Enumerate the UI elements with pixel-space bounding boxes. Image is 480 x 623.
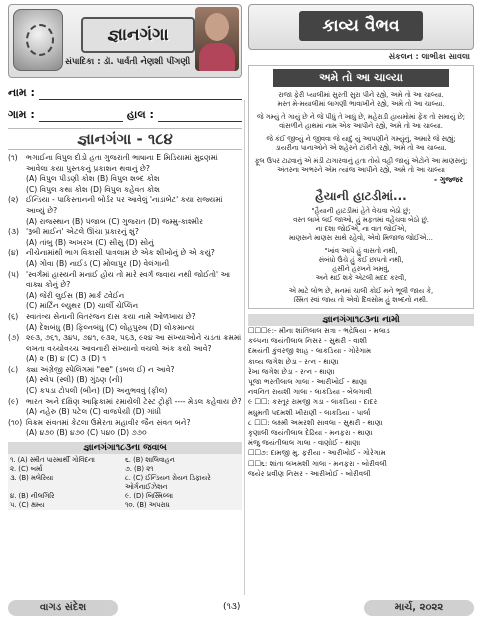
page-number: (૧૩) (223, 602, 241, 612)
question-options: (A) નહેરુ (B) પટેલ (C) વાજપેયી (D) ગાંધી (26, 407, 162, 417)
question-text: વિક્રમ સંવતમાં કેટલા ઉમેરતા મહાવીર જૈન સંવત બને? (26, 417, 191, 427)
village-field (8, 106, 242, 122)
question-item (8, 397, 242, 408)
brain-icon (13, 9, 63, 71)
footer-magazine-name: વાગડ સંદેશ (8, 600, 118, 616)
question-item (8, 312, 242, 323)
poem-line: ડાયરીના પાનાઓને એ શહેરને ટાંકીને રહ્યે, અમે તો આ ચાલ્યા. (275, 144, 447, 152)
question-options: (C) માર્ટિન લ્યુથર (D) ચાર્લી ચેપ્લિન (26, 301, 139, 311)
question-text: સ્વાતંત્ર્ય સેનાની વિતરંજન દાસ કયા નામે ઓળખાય છે? (26, 311, 196, 321)
winner-name: કૃણાલી જયંતીલાલ દેઢિયા - મનફરા - થાણા (248, 428, 373, 438)
question-list (8, 153, 242, 439)
winner-name: ☐☐૭: દામજી મુ. ફરીયા - આરીખોઈ - ગોરેગામ (248, 448, 386, 458)
name-label: નામ : (8, 86, 35, 99)
question-options: (A) ૪૭૦ (B) ૪૭૦ (C) ૫૪૦ (D) ૭૭૦ (26, 428, 147, 438)
question-item (8, 270, 242, 291)
poem-line: જે કંઈ જીવ્યું ને જીવવા જે યાદું યું આપણીને ગમ્યુંનું, અમારે જે સહ્યું; (266, 135, 456, 143)
question-options: (A) ગોવા (B) નાઈડ (C) મોલાપુર (D) વેલંગાની (26, 258, 170, 268)
gyanganga-banner-title: જ્ઞાનગંગા (81, 17, 195, 53)
question-item (8, 153, 242, 174)
answer-item: ૮. (C) ઈન્ડિયન ગ્રેયન ડિફાયરે ઓર્ગનાઈઝેશન (125, 474, 211, 492)
answer-item: ૪. (B) નીલગિરિ (10, 492, 55, 501)
kavya-vaibhav-column (248, 4, 474, 479)
compiler-credit: સંકલન : લાભીકા સાવલા (388, 52, 470, 61)
question-options: (C) કપડા ટોપલી (બીન) (D) અનુભવવું (ફીલ) (26, 386, 168, 396)
question-options: (A) સ્લેપ (સ્લી) (B) ગુંઠણ (ની) (26, 375, 123, 385)
poem-line: મસ્ત મે-મયાલીમાં લાગણી ભાવાખીને રહ્યે, અમે તો આ ચાલ્યા. (277, 100, 445, 108)
question-number: (૨) (8, 195, 19, 205)
question-options: (A) ૨ (B) ૪ (C) ૩ (D) ૧ (26, 354, 107, 364)
winner-name: નવનિત રાયશી ગાલા - લાકડિયા - બેલગાવી (248, 387, 372, 397)
village-label: ગામ : (8, 108, 35, 121)
poem-line: સંબંધો ઉંચે હું કંઈ છાપતો નથી, (318, 256, 404, 264)
question-text: 'રૂબી માઈન' એટલે ઊંચા પ્રકારનું શું? (26, 227, 139, 237)
poem2-body (253, 207, 469, 305)
gyanganga-banner (8, 4, 242, 78)
question-item (8, 248, 242, 259)
winner-name: કલ્પના જયંતીલાલ નિસર - સુથરી - વાશી (248, 336, 368, 346)
question-text: 'સ્વર્ગમાં હાસ્યની મનાઈ હોય તો મારે સ્વર્ગ જવાય નથી જોઈતો' આ વાક્ય કોનું છે? (26, 269, 231, 290)
winner-name: ૮ ☐☐: લક્ષ્મી અમરશી સાવલા - સુથરી - થાણા (248, 417, 383, 427)
winner-name: ☐☐૬: શાંતા લખમશી ગાલા - મનફરા - બોરીવલી (248, 458, 387, 468)
quiz-title: જ્ઞાનગંગા - ૧૮૪ (8, 128, 242, 150)
question-text: ઈન્ડિયા - પાકિસ્તાનની બોર્ડર પર આવેલું 'નાડાબેટ' કયા રાજ્યમાં આવ્યું છે? (26, 195, 223, 215)
answers-grid (8, 454, 242, 510)
poem-box (248, 65, 474, 309)
answer-item: ૬. (B) શાલિવાહન (125, 456, 175, 465)
question-item (8, 365, 242, 376)
poem1-title: અમે તો આ ચાલ્યા (273, 69, 449, 87)
winner-name: ☐☐☐૯:- મીના શાંતિલાલ સત્રા - ભદ્રેષિયા - મલાડ (248, 326, 390, 335)
question-text: ભારત અને દક્ષિણ આફ્રિકામાં રમાયેલી ટેસ્ટ ટ્રોફી ---- મેડલ કહેવાય છે? (26, 396, 242, 406)
question-options: (A) વિપુલ પીડણી કોશ (B) વિપુલ શબ્દ કોશ (26, 174, 160, 184)
poem-line: ના દશા જોઈએ, ના વાત જોઈએ, (315, 225, 407, 233)
question-text: ભગાઈના વિપુલ દોડો હતા ગુજરાતી ભાષાના E મિડિયામાં મુદ્રણમાં આવેલા કયા પુસ્તકનું પ્રકાશન થવાનું છે? (26, 153, 218, 173)
winners-list (248, 326, 474, 479)
poem-line: અંતરના અભરને એમ ત્યાંજ આપીને રહ્યે, અમે તો આ ચાલ્યા (277, 166, 445, 174)
poem1-body (253, 91, 469, 175)
poem-line: માણસને માણસ સાથે રહેવો, એવો મિજાજ જોઈએ... (289, 234, 433, 242)
poem-line: "ખાંવ આપે હું વાસતો નથી, (324, 247, 398, 255)
kavya-banner (248, 4, 474, 50)
poem-line: અને થઈ શકે એટલી મદદ કરવી, (315, 274, 407, 282)
question-number: (૧૦) (8, 417, 23, 427)
question-text: નીચેનામાંથી ભાગ વિકાસી પાત્રલામ છે એક શીખોનું છે એ કયું? (26, 248, 215, 258)
poem-line: એ માટે લોભ છે, મનમાં ચાલી કોઈ મને ભૂલી જાય કે, (288, 287, 434, 295)
question-number: (૫) (8, 269, 19, 279)
question-number: (૪) (8, 248, 19, 258)
answer-item: ૩. (B) મલેરિયા (10, 474, 54, 483)
winner-name: કાવ્ય જગેશ છેડા - રત્ન - થાણા (248, 356, 339, 366)
names-title: જ્ઞાનગંગા૧૮૩ના નામો (248, 314, 474, 326)
question-options: (A) તાંબુ (B) અખરખ (C) સીસુ (D) સોનું (26, 237, 154, 247)
answer-item: ૯. (D) બિસ્મિલ્લા (125, 492, 174, 501)
winner-name: મધુમતી પદમશી ખીરાણી - લાકડિયા - પાર્લા (248, 407, 371, 417)
winner-name: રેખા જગેશ છેડા - રત્ન - થાણા (248, 366, 335, 376)
winner-name: દમયંતી કુંવરજી શાહ - લાકડિયા - ગોરેગામ (248, 346, 372, 356)
question-item (8, 333, 242, 354)
question-number: (૭) (8, 333, 20, 343)
answer-item: ૭. (B) ૨૧ (125, 465, 154, 474)
answer-item: ૨. (C) બર્મા (10, 465, 43, 474)
poem-line: હસીને હરખને ખમવું, (332, 265, 390, 273)
question-options: (A) દેશબંધુ (B) ફિલ્નબંધુ (C) લોહપુરુષ (D) લોકમાન્ય (26, 322, 195, 332)
poem1-author: - ગુજ્જર (434, 175, 463, 184)
kavya-banner-title: કાવ્ય વૈભવ (299, 11, 423, 41)
answer-item: ૫. (C) ક્ષમ્ય (10, 501, 45, 510)
poem-line: "હૈયાની હાટડીમાં હેતે વેચવા બેઠો છું; (311, 207, 411, 215)
column-divider (244, 100, 245, 595)
hal-line (158, 109, 242, 122)
question-number: (૮) (8, 364, 19, 374)
question-number: (૩) (8, 227, 19, 237)
poem-line: રાજા ફેરી પ્યાલીમાં સુરતી સુરા પીને રહ્યે, અમે તો આ ચાલ્યા. (278, 91, 444, 99)
poem-line: વાંસળીને હાથમાં નામ એક આપીને રહ્યે, અમે તો આ ચાલ્યા. (279, 122, 443, 130)
question-options: (A) રાજસ્થાન (B) પંજાબ (C) ગુજરાત (D) જમ્મુ-કાશ્મીર (26, 216, 204, 226)
question-options: (A) જેરી લુઈસ (B) માર્ક ટ્વેઈન (26, 290, 125, 300)
winner-name: ૯ ☐☐: કસ્તૂર રામજી ગડા - લાકડિયા - દાદર (248, 397, 378, 407)
page-footer (8, 600, 474, 618)
winner-name: જયેર પ્રવીણ નિસર - આરીખોઈ - બોરીવલી (248, 468, 371, 478)
question-text: ક્યા અંગ્રેજી સ્પેલિંગમાં "ee" (ડબલ ઈ) ન આવે? (26, 364, 175, 374)
question-number: (૧) (8, 153, 18, 162)
gyanganga-column (8, 4, 242, 510)
editor-portrait (195, 7, 239, 71)
question-number: (૯) (8, 396, 19, 406)
answers-title: જ્ઞાનગંગા૧૮૩ના જવાબ (8, 442, 242, 454)
name-line (39, 87, 242, 100)
question-item (8, 195, 242, 216)
footer-date: માર્ચ, ૨૦૨૨ (364, 600, 474, 616)
editor-credit: સંપાદિકા : ડૉ. પાર્વતી નેણશી પીંગણી (65, 57, 191, 67)
poem-line: સ્મિત સ્વાં જાય તો એવો દિવસોમ હું શબ્દનો નથી. (293, 296, 429, 304)
question-number: (૬) (8, 311, 19, 321)
name-field (8, 84, 242, 100)
question-item (8, 227, 242, 238)
poem-line: ફૂલ ઉપર ટાઢવાનું એ મંડી ટાગારવાનું હતા તોયે વહી જાયું એટોને આ માણસનું; (254, 157, 468, 165)
poem-line: વસ્ત લાખે લઈ જાઓ, હું મફતમાં વહેંચવા બેઠો છું. (293, 216, 429, 224)
hal-label: હાલ : (126, 108, 154, 121)
question-text: ૨૯૩, ૭૬૧, ૩૪૫, ૭૪૧, ૯૩૨, ૫૬૩, ૯૨૪ આ સંખ્યાઓને ચડતા ક્રમમાં લખતા વચ્ચોવચ્ચ આવનારી સંખ્યાનો વચલો અંક કયો આવે? (26, 333, 242, 353)
winner-name: પૂજા ભરતીલાલ ગાલા - આરીખોઈ - થાણા (248, 377, 368, 387)
answer-item: ૧. (A) સ્મીત પારમાર્થી ગોવિંદના (10, 456, 95, 465)
question-item (8, 418, 242, 429)
winner-name: મંજુ જયંતીલાલ ગાલા - વાણોઈ - થાણા (248, 438, 361, 448)
poem2-title: હૈયાની હાટડીમાં... (315, 189, 407, 203)
answer-item: ૧૦. (B) અપરાધ (125, 501, 170, 510)
village-line (39, 109, 123, 122)
question-options: (C) વિપુલ કથા કોશ (D) વિપુલ કહેવત કોશ (26, 184, 160, 194)
poem-line: જે ગમ્યું તે ગાયું છે ને જે પીધું તે ખાધું છે, મહેરાડી હાયમોમાં ફેંક તો સમાયું છે; (256, 113, 466, 121)
